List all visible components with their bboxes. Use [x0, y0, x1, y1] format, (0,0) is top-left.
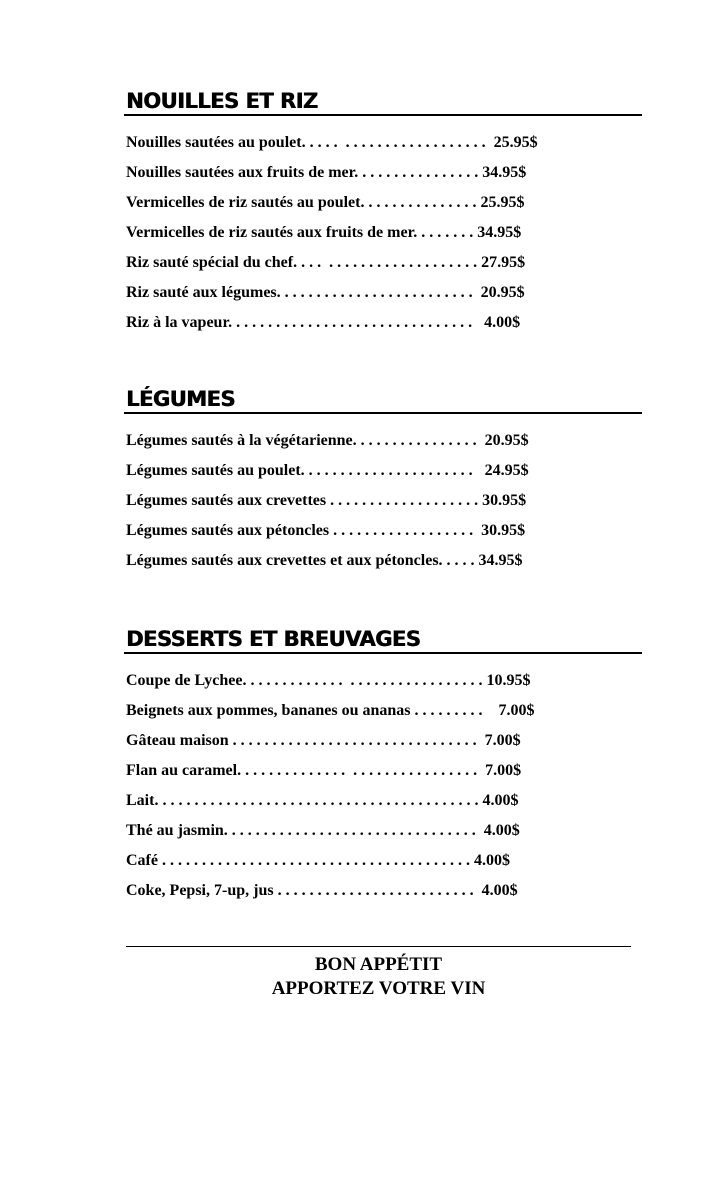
section-title: DESSERTS ET BREUVAGES — [124, 626, 642, 654]
menu-item: Nouilles sautées au poulet. . . . . . . . . . . . . . . . . . . . . . . 25.95$ — [126, 134, 538, 151]
menu-item: Riz sauté spécial du chef. . . . . . . . . . . . . . . . . . . . . . . 27.95$ — [126, 254, 526, 271]
menu-item: Gâteau maison . . . . . . . . . . . . . . . . . . . . . . . . . . . . . . . 7.00$ — [126, 732, 521, 749]
menu-item: Riz sauté aux légumes. . . . . . . . . . . . . . . . . . . . . . . . . 20.95$ — [126, 284, 525, 301]
section-title: NOUILLES ET RIZ — [124, 88, 642, 116]
section-desserts-et-breuvages — [124, 626, 642, 906]
menu-item: Beignets aux pommes, bananes ou ananas . . . . . . . . . 7.00$ — [126, 702, 535, 719]
menu-item: Riz à la vapeur. . . . . . . . . . . . . . . . . . . . . . . . . . . . . . . 4.00$ — [126, 314, 521, 331]
menu-item: Légumes sautés aux crevettes et aux pétoncles. . . . . 34.95$ — [126, 552, 523, 569]
menu-item: Café . . . . . . . . . . . . . . . . . . . . . . . . . . . . . . . . . . . . . . . 4.00$ — [126, 852, 510, 869]
menu-item: Thé au jasmin. . . . . . . . . . . . . . . . . . . . . . . . . . . . . . . . 4.00$ — [126, 822, 520, 839]
menu-item: Légumes sautés aux crevettes . . . . . . . . . . . . . . . . . . . 30.95$ — [126, 492, 527, 509]
menu-item-list — [124, 666, 642, 906]
menu-item: Légumes sautés au poulet. . . . . . . . . . . . . . . . . . . . . . 24.95$ — [126, 462, 529, 479]
menu-item: Vermicelles de riz sautés au poulet. . . . . . . . . . . . . . . 25.95$ — [126, 194, 525, 211]
menu-item: Vermicelles de riz sautés aux fruits de mer. . . . . . . . 34.95$ — [126, 224, 522, 241]
menu-item: Coke, Pepsi, 7-up, jus . . . . . . . . . . . . . . . . . . . . . . . . . 4.00$ — [126, 882, 518, 899]
section-title: LÉGUMES — [124, 386, 642, 414]
footer-apportez-votre-vin: APPORTEZ VOTRE VIN — [271, 978, 486, 999]
section-nouilles-et-riz — [124, 88, 642, 338]
section-legumes — [124, 386, 642, 576]
footer-bon-appetit: BON APPÉTIT — [314, 954, 443, 975]
menu-item: Lait. . . . . . . . . . . . . . . . . . . . . . . . . . . . . . . . . . . . . . . . . 4.00$ — [126, 792, 519, 809]
menu-item: Flan au caramel. . . . . . . . . . . . . . . . . . . . . . . . . . . . . . 7.00$ — [126, 762, 522, 779]
menu-item: Légumes sautés aux pétoncles . . . . . . . . . . . . . . . . . . 30.95$ — [126, 522, 526, 539]
menu-item-list — [124, 426, 642, 576]
menu-item-list — [124, 128, 642, 338]
menu-item: Coupe de Lychee. . . . . . . . . . . . . . . . . . . . . . . . . . . . . . 10.95$ — [126, 672, 531, 689]
menu-item: Légumes sautés à la végétarienne. . . . . . . . . . . . . . . . 20.95$ — [126, 432, 529, 449]
footer-divider — [126, 946, 631, 947]
menu-item: Nouilles sautées aux fruits de mer. . . . . . . . . . . . . . . . 34.95$ — [126, 164, 527, 181]
